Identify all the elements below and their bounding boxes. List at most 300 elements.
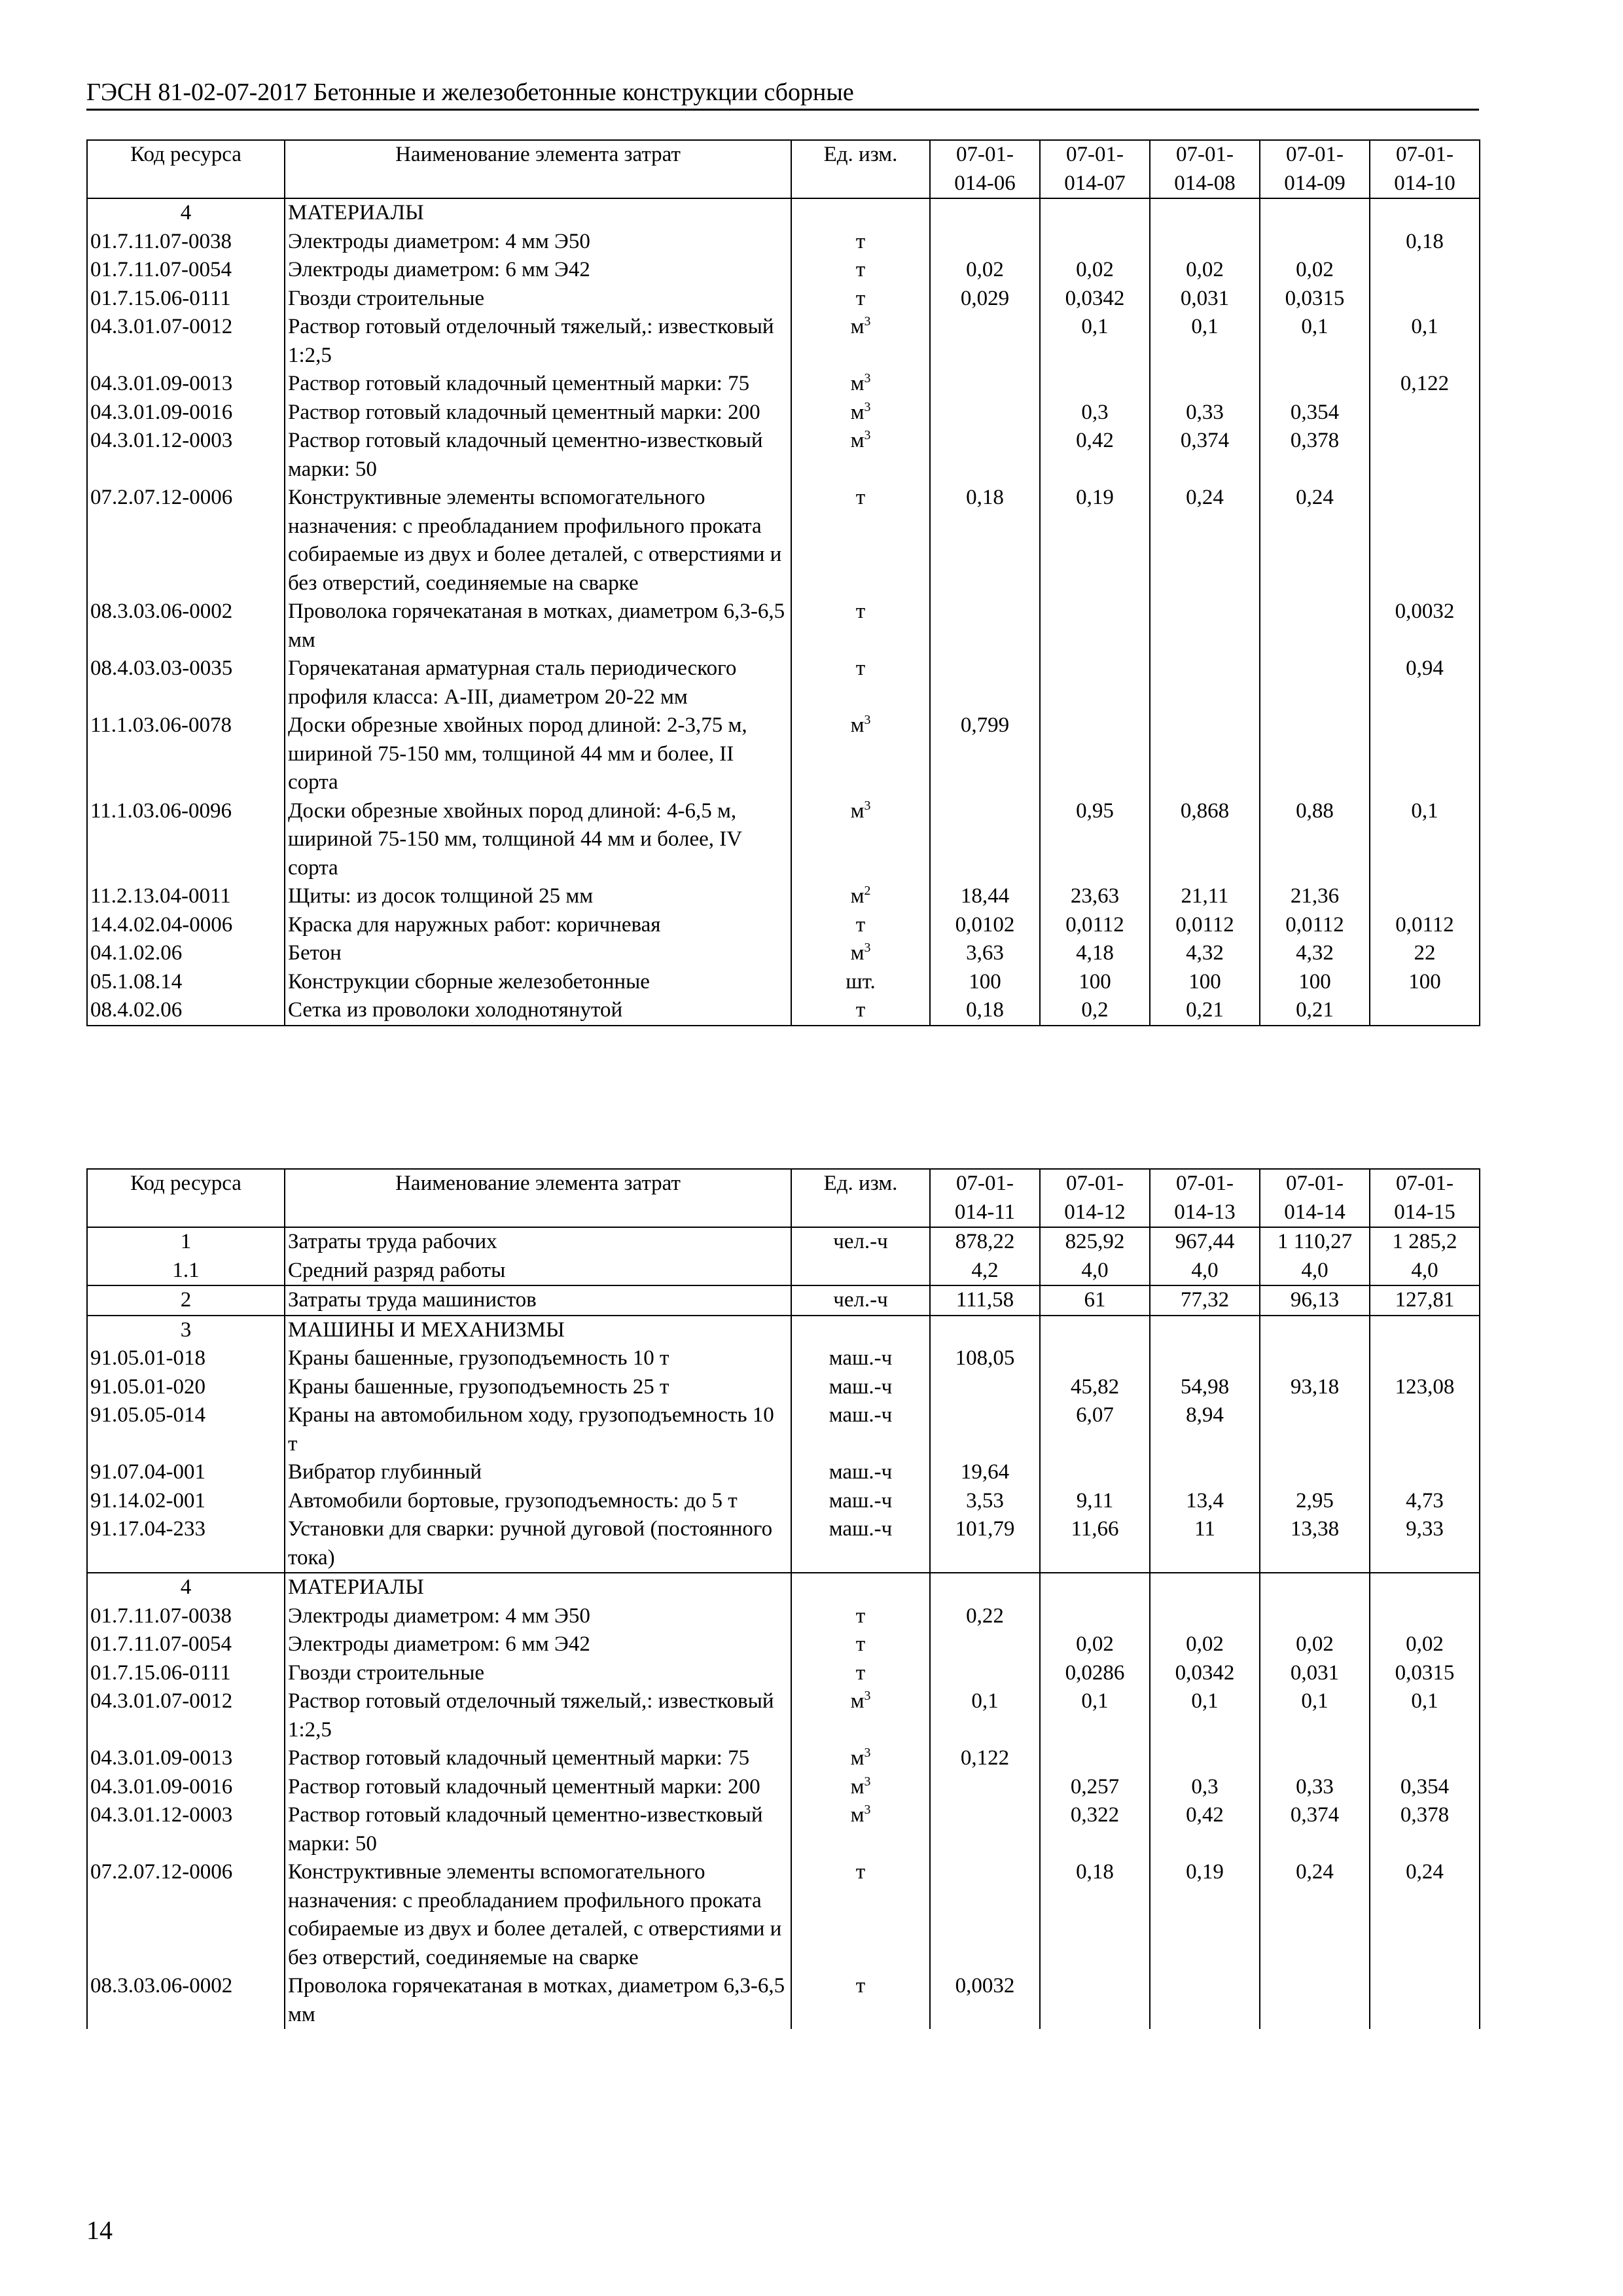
norm-value: [930, 1573, 1040, 1602]
norm-value: [1260, 1458, 1370, 1487]
norm-value: 0,322: [1040, 1801, 1150, 1858]
table-row: [87, 797, 1480, 883]
resource-unit: $м^3$: [791, 939, 930, 968]
norm-value: [930, 1659, 1040, 1688]
norm-value: 0,02: [930, 256, 1040, 285]
norm-value: 9,33: [1370, 1515, 1480, 1573]
norm-value: 0,354: [1260, 399, 1370, 427]
resource-name: МАТЕРИАЛЫ: [285, 198, 791, 228]
resource-code: 2: [87, 1285, 285, 1316]
resource-unit: [791, 1257, 930, 1286]
norm-value: 4,0: [1260, 1257, 1370, 1286]
norm-value: 0,18: [930, 996, 1040, 1026]
norm-value: 0,1: [1150, 1687, 1260, 1744]
norm-value: [1370, 711, 1480, 797]
norm-value: [1150, 711, 1260, 797]
norm-value: 0,0342: [1150, 1659, 1260, 1688]
resource-name: МАШИНЫ И МЕХАНИЗМЫ: [285, 1316, 791, 1345]
page-header-title: ГЭСН 81-02-07-2017 Бетонные и железобетонные конструкции сборные: [86, 79, 854, 106]
resource-table-2: [86, 1168, 1480, 2029]
header-norm-code: 07-01- 014-10: [1370, 140, 1480, 198]
resource-name: Гвозди строительные: [285, 285, 791, 314]
norm-value: 0,24: [1370, 1858, 1480, 1972]
norm-value: 13,38: [1260, 1515, 1370, 1573]
norm-value: [1040, 1573, 1150, 1602]
resource-code: 91.05.01-020: [87, 1373, 285, 1402]
resource-code: 05.1.08.14: [87, 968, 285, 997]
norm-value: 0,378: [1370, 1801, 1480, 1858]
norm-value: 0,02: [1040, 1630, 1150, 1659]
norm-value: 101,79: [930, 1515, 1040, 1573]
header-norm-code: 07-01- 014-07: [1040, 140, 1150, 198]
resource-code: 04.3.01.07-0012: [87, 1687, 285, 1744]
norm-value: [1370, 1573, 1480, 1602]
table-row: [87, 1659, 1480, 1688]
norm-value: 0,1: [930, 1687, 1040, 1744]
resource-name: Раствор готовый кладочный цементный марки: 200: [285, 399, 791, 427]
resource-code: 11.2.13.04-0011: [87, 882, 285, 911]
table-row: [87, 313, 1480, 370]
norm-value: 967,44: [1150, 1227, 1260, 1257]
norm-value: 0,031: [1150, 285, 1260, 314]
resource-table-1: [86, 139, 1480, 1026]
resource-unit: т: [791, 1858, 930, 1972]
norm-value: 4,32: [1150, 939, 1260, 968]
norm-value: [1260, 370, 1370, 399]
resource-unit: т: [791, 1972, 930, 2029]
norm-value: [1260, 1344, 1370, 1373]
resource-code: 91.14.02-001: [87, 1487, 285, 1516]
resource-name: Раствор готовый кладочный цементный марки: 75: [285, 1744, 791, 1773]
table-row: [87, 285, 1480, 314]
resource-name: Затраты труда рабочих: [285, 1227, 791, 1257]
resource-unit: [791, 198, 930, 228]
norm-value: 0,0342: [1040, 285, 1150, 314]
norm-value: 0,868: [1150, 797, 1260, 883]
norm-value: 0,0315: [1370, 1659, 1480, 1688]
norm-value: 0,0112: [1260, 911, 1370, 940]
table-row: [87, 427, 1480, 484]
norm-value: [930, 797, 1040, 883]
norm-value: 825,92: [1040, 1227, 1150, 1257]
resource-code: 04.3.01.12-0003: [87, 1801, 285, 1858]
resource-unit: $м^3$: [791, 711, 930, 797]
table-header-row: [87, 140, 1480, 198]
table-row: [87, 968, 1480, 997]
norm-value: 0,1: [1260, 313, 1370, 370]
resource-unit: $м^3$: [791, 427, 930, 484]
resource-name: Конструктивные элементы вспомогательного назначения: с преобладанием профильного проката собираемые из двух и более деталей, с отверстиями и без отверстий, соединяемые на сварке: [285, 1858, 791, 1972]
table-row: [87, 1858, 1480, 1972]
norm-value: [930, 1773, 1040, 1802]
resource-code: 91.05.01-018: [87, 1344, 285, 1373]
resource-unit: $м^3$: [791, 1687, 930, 1744]
norm-value: 0,3: [1040, 399, 1150, 427]
table-row: [87, 1602, 1480, 1631]
header-code: Код ресурса: [87, 1169, 285, 1227]
norm-value: 0,0112: [1150, 911, 1260, 940]
resource-name: Электроды диаметром: 4 мм Э50: [285, 1602, 791, 1631]
norm-value: [930, 1373, 1040, 1402]
table-row: [87, 484, 1480, 598]
norm-value: 0,0286: [1040, 1659, 1150, 1688]
norm-value: 0,031: [1260, 1659, 1370, 1688]
norm-value: 0,24: [1260, 1858, 1370, 1972]
norm-value: [1040, 1744, 1150, 1773]
header-norm-code: 07-01- 014-13: [1150, 1169, 1260, 1227]
norm-value: 0,1: [1150, 313, 1260, 370]
header-norm-code: 07-01- 014-09: [1260, 140, 1370, 198]
resource-code: 04.3.01.09-0016: [87, 399, 285, 427]
norm-value: 0,029: [930, 285, 1040, 314]
resource-code: 01.7.11.07-0054: [87, 1630, 285, 1659]
resource-code: 01.7.11.07-0054: [87, 256, 285, 285]
resource-code: 1.1: [87, 1257, 285, 1286]
norm-value: 0,02: [1370, 1630, 1480, 1659]
norm-value: [930, 1801, 1040, 1858]
resource-code: 08.3.03.06-0002: [87, 1972, 285, 2029]
norm-value: 0,0112: [1040, 911, 1150, 940]
norm-value: 6,07: [1040, 1401, 1150, 1458]
norm-value: [1370, 1401, 1480, 1458]
norm-value: 0,18: [1370, 228, 1480, 257]
resource-name: Средний разряд работы: [285, 1257, 791, 1286]
resource-code: 11.1.03.06-0078: [87, 711, 285, 797]
resource-name: Краны на автомобильном ходу, грузоподъемность 10 т: [285, 1401, 791, 1458]
norm-value: 0,1: [1370, 797, 1480, 883]
resource-code: 01.7.11.07-0038: [87, 1602, 285, 1631]
header-norm-code: 07-01- 014-06: [930, 140, 1040, 198]
table-row: [87, 370, 1480, 399]
norm-value: [930, 399, 1040, 427]
norm-value: 0,0032: [1370, 598, 1480, 655]
norm-value: [930, 598, 1040, 655]
norm-value: [1150, 598, 1260, 655]
resource-code: 04.3.01.07-0012: [87, 313, 285, 370]
header-name: Наименование элемента затрат: [285, 140, 791, 198]
norm-value: [1370, 996, 1480, 1026]
resource-code: 08.3.03.06-0002: [87, 598, 285, 655]
norm-value: [1150, 1972, 1260, 2029]
resource-code: 04.3.01.09-0013: [87, 1744, 285, 1773]
resource-unit: т: [791, 1659, 930, 1688]
norm-value: 0,799: [930, 711, 1040, 797]
norm-value: 21,36: [1260, 882, 1370, 911]
resource-unit: маш.-ч: [791, 1515, 930, 1573]
norm-value: 0,374: [1260, 1801, 1370, 1858]
resource-code: 08.4.03.03-0035: [87, 655, 285, 711]
norm-value: [930, 370, 1040, 399]
norm-value: [1040, 1458, 1150, 1487]
resource-code: 3: [87, 1316, 285, 1345]
resource-unit: $м^3$: [791, 313, 930, 370]
resource-unit: т: [791, 598, 930, 655]
norm-value: 4,32: [1260, 939, 1370, 968]
resource-unit: т: [791, 285, 930, 314]
table-row: [87, 1316, 1480, 1345]
norm-value: [1040, 655, 1150, 711]
norm-value: [1260, 711, 1370, 797]
norm-value: [930, 1401, 1040, 1458]
norm-value: 13,4: [1150, 1487, 1260, 1516]
norm-value: [1370, 484, 1480, 598]
norm-value: [1150, 1744, 1260, 1773]
resource-unit: маш.-ч: [791, 1344, 930, 1373]
norm-value: [1260, 598, 1370, 655]
norm-value: [930, 313, 1040, 370]
resource-code: 07.2.07.12-0006: [87, 484, 285, 598]
resource-name: Раствор готовый кладочный цементный марки: 200: [285, 1773, 791, 1802]
resource-unit: маш.-ч: [791, 1487, 930, 1516]
header-norm-code: 07-01- 014-11: [930, 1169, 1040, 1227]
resource-code: 1: [87, 1227, 285, 1257]
norm-value: [1370, 1344, 1480, 1373]
norm-value: 77,32: [1150, 1285, 1260, 1316]
resource-code: 01.7.15.06-0111: [87, 285, 285, 314]
norm-value: 45,82: [1040, 1373, 1150, 1402]
header-norm-code: 07-01- 014-15: [1370, 1169, 1480, 1227]
resource-code: 91.17.04-233: [87, 1515, 285, 1573]
table-row: [87, 1285, 1480, 1316]
norm-value: 0,22: [930, 1602, 1040, 1631]
table-row: [87, 911, 1480, 940]
resource-name: Гвозди строительные: [285, 1659, 791, 1688]
resource-code: 4: [87, 1573, 285, 1602]
resource-unit: т: [791, 228, 930, 257]
header-norm-code: 07-01- 014-14: [1260, 1169, 1370, 1227]
norm-value: 0,3: [1150, 1773, 1260, 1802]
norm-value: 4,73: [1370, 1487, 1480, 1516]
resource-name: Затраты труда машинистов: [285, 1285, 791, 1316]
resource-name: Электроды диаметром: 6 мм Э42: [285, 1630, 791, 1659]
norm-value: [1370, 285, 1480, 314]
norm-value: 0,0112: [1370, 911, 1480, 940]
table-row: [87, 1773, 1480, 1802]
norm-value: 108,05: [930, 1344, 1040, 1373]
norm-value: [1370, 198, 1480, 228]
norm-value: 11,66: [1040, 1515, 1150, 1573]
norm-value: 22: [1370, 939, 1480, 968]
norm-value: 100: [1260, 968, 1370, 997]
table-row: [87, 996, 1480, 1026]
resource-code: 91.07.04-001: [87, 1458, 285, 1487]
resource-code: 04.3.01.12-0003: [87, 427, 285, 484]
norm-value: 3,63: [930, 939, 1040, 968]
resource-name: Конструкции сборные железобетонные: [285, 968, 791, 997]
norm-value: 100: [930, 968, 1040, 997]
resource-code: 04.3.01.09-0013: [87, 370, 285, 399]
norm-value: 878,22: [930, 1227, 1040, 1257]
resource-name: Автомобили бортовые, грузоподъемность: до 5 т: [285, 1487, 791, 1516]
norm-value: 0,354: [1370, 1773, 1480, 1802]
norm-value: 0,95: [1040, 797, 1150, 883]
norm-value: 0,21: [1150, 996, 1260, 1026]
resource-name: Раствор готовый кладочный цементно-известковый марки: 50: [285, 427, 791, 484]
table-row: [87, 1373, 1480, 1402]
table-row: [87, 1515, 1480, 1573]
resource-name: Электроды диаметром: 6 мм Э42: [285, 256, 791, 285]
table-row: [87, 1744, 1480, 1773]
norm-value: 0,21: [1260, 996, 1370, 1026]
resource-unit: $м^3$: [791, 797, 930, 883]
norm-value: 4,18: [1040, 939, 1150, 968]
resource-unit: $м^2$: [791, 882, 930, 911]
resource-unit: т: [791, 1602, 930, 1631]
resource-code: 11.1.03.06-0096: [87, 797, 285, 883]
norm-value: 0,88: [1260, 797, 1370, 883]
table-row: [87, 1801, 1480, 1858]
resource-name: Раствор готовый отделочный тяжелый,: известковый 1:2,5: [285, 1687, 791, 1744]
norm-value: [1370, 399, 1480, 427]
resource-unit: $м^3$: [791, 1801, 930, 1858]
norm-value: [1040, 228, 1150, 257]
norm-value: [1370, 1316, 1480, 1345]
table-header-row: [87, 1169, 1480, 1227]
norm-value: [1150, 1573, 1260, 1602]
norm-value: 111,58: [930, 1285, 1040, 1316]
resource-name: Проволока горячекатаная в мотках, диаметром 6,3-6,5 мм: [285, 1972, 791, 2029]
norm-value: 19,64: [930, 1458, 1040, 1487]
norm-value: 0,122: [1370, 370, 1480, 399]
norm-value: [1370, 1972, 1480, 2029]
norm-value: 54,98: [1150, 1373, 1260, 1402]
norm-value: 0,33: [1260, 1773, 1370, 1802]
norm-value: [1150, 1344, 1260, 1373]
table-row: [87, 399, 1480, 427]
resource-name: МАТЕРИАЛЫ: [285, 1573, 791, 1602]
resource-name: Краны башенные, грузоподъемность 10 т: [285, 1344, 791, 1373]
table-row: [87, 1573, 1480, 1602]
resource-name: Сетка из проволоки холоднотянутой: [285, 996, 791, 1026]
norm-value: [930, 1316, 1040, 1345]
norm-value: [1370, 1458, 1480, 1487]
norm-value: 127,81: [1370, 1285, 1480, 1316]
norm-value: 0,374: [1150, 427, 1260, 484]
resource-name: Конструктивные элементы вспомогательного назначения: с преобладанием профильного проката собираемые из двух и более деталей, с отверстиями и без отверстий, соединяемые на сварке: [285, 484, 791, 598]
table-row: [87, 882, 1480, 911]
norm-value: [1370, 882, 1480, 911]
resource-name: Проволока горячекатаная в мотках, диаметром 6,3-6,5 мм: [285, 598, 791, 655]
resource-code: 01.7.15.06-0111: [87, 1659, 285, 1688]
norm-value: 100: [1150, 968, 1260, 997]
header-norm-code: 07-01- 014-12: [1040, 1169, 1150, 1227]
table-row: [87, 1972, 1480, 2029]
norm-value: 4,0: [1040, 1257, 1150, 1286]
table-row: [87, 1487, 1480, 1516]
norm-value: [1150, 1458, 1260, 1487]
norm-value: [930, 1858, 1040, 1972]
table-row: [87, 198, 1480, 228]
table-row: [87, 655, 1480, 711]
norm-value: [1150, 370, 1260, 399]
norm-value: [1370, 1744, 1480, 1773]
norm-value: 0,02: [1260, 1630, 1370, 1659]
norm-value: [1260, 1573, 1370, 1602]
norm-value: 0,19: [1040, 484, 1150, 598]
norm-value: [1040, 1344, 1150, 1373]
resource-code: 04.3.01.09-0016: [87, 1773, 285, 1802]
norm-value: 0,1: [1040, 1687, 1150, 1744]
resource-code: 4: [87, 198, 285, 228]
norm-value: [930, 655, 1040, 711]
norm-value: [1150, 1602, 1260, 1631]
norm-value: 123,08: [1370, 1373, 1480, 1402]
table-row: [87, 256, 1480, 285]
norm-value: 0,2: [1040, 996, 1150, 1026]
norm-value: [1260, 228, 1370, 257]
resource-unit: чел.-ч: [791, 1285, 930, 1316]
norm-value: 96,13: [1260, 1285, 1370, 1316]
norm-value: 11: [1150, 1515, 1260, 1573]
norm-value: [1150, 198, 1260, 228]
norm-value: 0,33: [1150, 399, 1260, 427]
resource-name: Электроды диаметром: 4 мм Э50: [285, 228, 791, 257]
norm-value: 1 110,27: [1260, 1227, 1370, 1257]
norm-value: 0,02: [1040, 256, 1150, 285]
norm-value: 18,44: [930, 882, 1040, 911]
norm-value: 21,11: [1150, 882, 1260, 911]
resource-unit: т: [791, 911, 930, 940]
norm-value: 100: [1040, 968, 1150, 997]
norm-value: 100: [1370, 968, 1480, 997]
norm-value: 0,1: [1370, 1687, 1480, 1744]
resource-unit: чел.-ч: [791, 1227, 930, 1257]
norm-value: 1 285,2: [1370, 1227, 1480, 1257]
norm-value: [1040, 1602, 1150, 1631]
norm-value: 0,0315: [1260, 285, 1370, 314]
norm-value: 4,0: [1150, 1257, 1260, 1286]
resource-name: Раствор готовый отделочный тяжелый,: известковый 1:2,5: [285, 313, 791, 370]
norm-value: 0,122: [930, 1744, 1040, 1773]
header-rule: [86, 109, 1479, 111]
header-unit: Ед. изм.: [791, 140, 930, 198]
norm-value: 0,18: [930, 484, 1040, 598]
norm-value: 61: [1040, 1285, 1150, 1316]
resource-unit: $м^3$: [791, 1744, 930, 1773]
resource-name: Доски обрезные хвойных пород длиной: 2-3,75 м, шириной 75-150 мм, толщиной 44 мм и более, II сорта: [285, 711, 791, 797]
table-row: [87, 711, 1480, 797]
norm-value: [1260, 1316, 1370, 1345]
resource-code: 08.4.02.06: [87, 996, 285, 1026]
norm-value: 0,0102: [930, 911, 1040, 940]
norm-value: [1260, 655, 1370, 711]
norm-value: [1370, 427, 1480, 484]
norm-value: 93,18: [1260, 1373, 1370, 1402]
norm-value: 9,11: [1040, 1487, 1150, 1516]
norm-value: 3,53: [930, 1487, 1040, 1516]
norm-value: [1150, 655, 1260, 711]
resource-code: 91.05.05-014: [87, 1401, 285, 1458]
norm-value: [1260, 1744, 1370, 1773]
resource-unit: маш.-ч: [791, 1373, 930, 1402]
page-number: 14: [86, 2215, 113, 2245]
norm-value: [930, 427, 1040, 484]
resource-code: 04.1.02.06: [87, 939, 285, 968]
resource-unit: т: [791, 996, 930, 1026]
resource-name: Щиты: из досок толщиной 25 мм: [285, 882, 791, 911]
header-norm-code: 07-01- 014-08: [1150, 140, 1260, 198]
norm-value: 0,24: [1260, 484, 1370, 598]
resource-code: 01.7.11.07-0038: [87, 228, 285, 257]
header-name: Наименование элемента затрат: [285, 1169, 791, 1227]
resource-name: Установки для сварки: ручной дуговой (постоянного тока): [285, 1515, 791, 1573]
norm-value: 0,02: [1150, 1630, 1260, 1659]
norm-value: [1040, 370, 1150, 399]
norm-value: [1040, 711, 1150, 797]
table-row: [87, 228, 1480, 257]
norm-value: [1370, 256, 1480, 285]
norm-value: 2,95: [1260, 1487, 1370, 1516]
